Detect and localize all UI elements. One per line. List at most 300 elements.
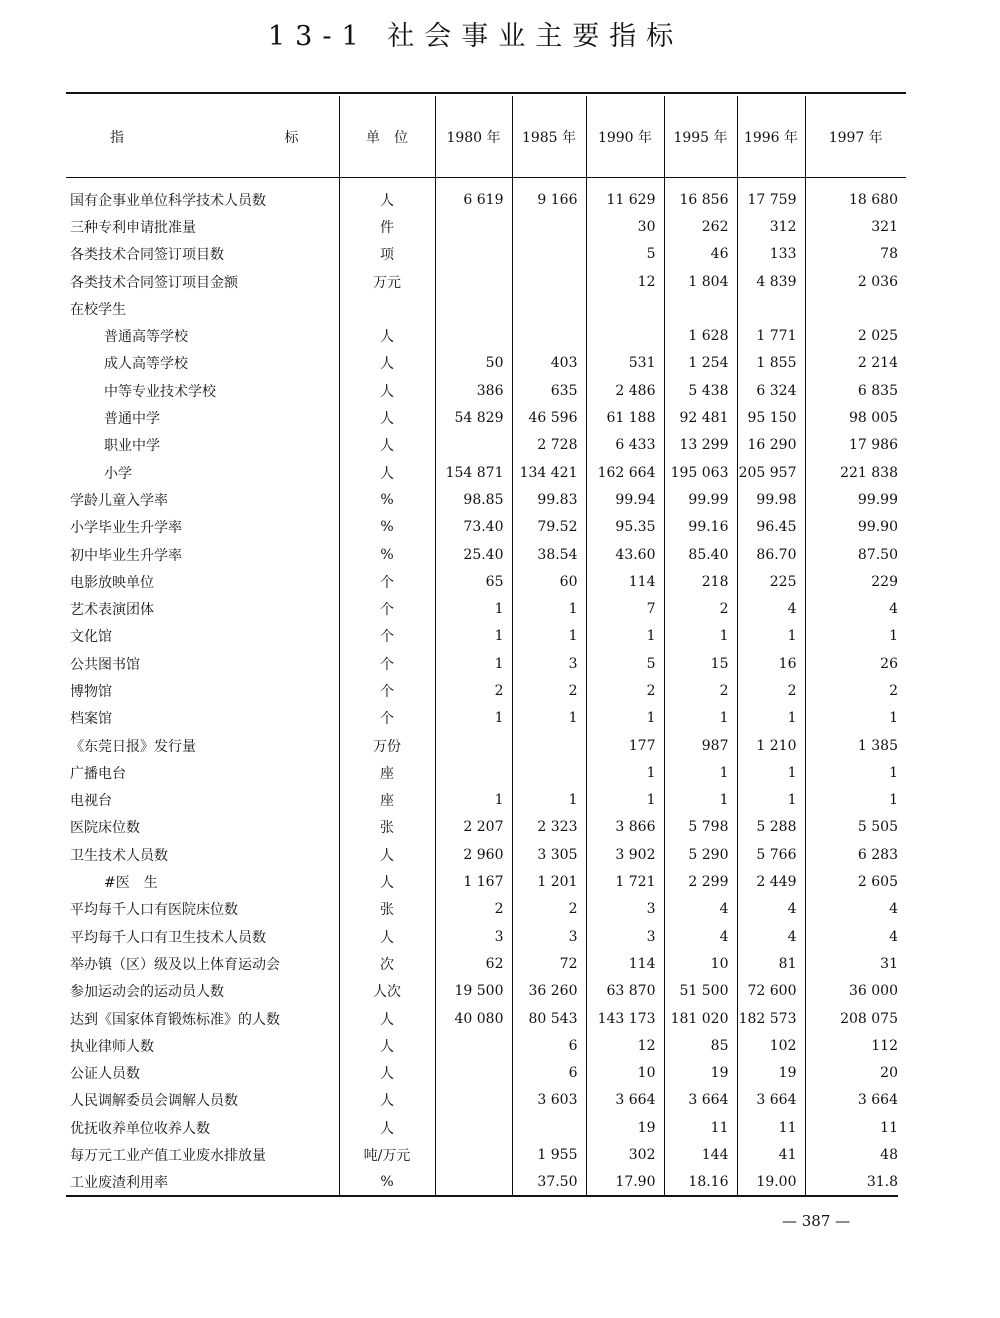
table-row	[66, 978, 906, 1005]
value-cell: 1	[805, 705, 906, 732]
table-row	[66, 568, 906, 595]
indicator-name: 工业废渣利用率	[70, 1175, 168, 1192]
unit-cell: 人	[339, 868, 435, 895]
table-row	[66, 677, 906, 704]
value-cell: 4	[805, 595, 906, 622]
value-cell	[435, 241, 512, 268]
value-cell: 3 664	[586, 1087, 664, 1114]
value-cell: 81	[737, 950, 805, 977]
value-cell: 1	[586, 759, 664, 786]
indicator-name: 各类技术合同签订项目数	[70, 247, 224, 264]
value-cell: 19	[664, 1060, 737, 1087]
indicator-name: 普通中学	[104, 411, 160, 428]
value-cell: 40 080	[435, 1005, 512, 1032]
indicator-name: 人民调解委员会调解人员数	[70, 1093, 238, 1110]
value-cell: 61 188	[586, 404, 664, 431]
unit-cell: 座	[339, 787, 435, 814]
value-cell	[435, 1169, 512, 1196]
table-row	[66, 541, 906, 568]
table-row	[66, 950, 906, 977]
table-row	[66, 1060, 906, 1087]
value-cell: 1	[512, 623, 586, 650]
value-cell	[435, 1114, 512, 1141]
header-year-1996: 1996 年	[737, 96, 805, 178]
value-cell: 13 299	[664, 432, 737, 459]
value-cell: 987	[664, 732, 737, 759]
value-cell: 16 290	[737, 432, 805, 459]
value-cell	[435, 322, 512, 349]
page-title: 13-1 社会事业主要指标	[268, 21, 684, 52]
indicators-table	[66, 96, 906, 1196]
value-cell: 102	[737, 1032, 805, 1059]
value-cell: 17 986	[805, 432, 906, 459]
value-cell: 41	[737, 1141, 805, 1168]
value-cell: 6 433	[586, 432, 664, 459]
value-cell: 18.16	[664, 1169, 737, 1196]
value-cell: 96.45	[737, 514, 805, 541]
value-cell: 182 573	[737, 1005, 805, 1032]
indicator-name: 优抚收养单位收养人数	[70, 1120, 210, 1137]
value-cell: 4	[737, 896, 805, 923]
indicator-name: 中等专业技术学校	[104, 383, 216, 400]
value-cell: 2 449	[737, 868, 805, 895]
value-cell: 3	[435, 923, 512, 950]
value-cell: 99.98	[737, 486, 805, 513]
value-cell: 1	[664, 759, 737, 786]
value-cell: 99.90	[805, 514, 906, 541]
value-cell: 3 664	[805, 1087, 906, 1114]
unit-cell: 人	[339, 1060, 435, 1087]
indicator-name: 公证人员数	[70, 1066, 140, 1083]
value-cell: 2 486	[586, 377, 664, 404]
value-cell: 5 290	[664, 841, 737, 868]
value-cell: 531	[586, 350, 664, 377]
value-cell: 3 664	[664, 1087, 737, 1114]
value-cell: 1	[512, 787, 586, 814]
value-cell: 95.35	[586, 514, 664, 541]
value-cell: 162 664	[586, 459, 664, 486]
value-cell	[435, 759, 512, 786]
value-cell	[512, 268, 586, 295]
value-cell: 19 500	[435, 978, 512, 1005]
value-cell: 144	[664, 1141, 737, 1168]
unit-cell: 人次	[339, 978, 435, 1005]
value-cell: 79.52	[512, 514, 586, 541]
value-cell: 10	[664, 950, 737, 977]
indicator-name: 档案馆	[70, 711, 112, 728]
value-cell: 386	[435, 377, 512, 404]
value-cell: 72 600	[737, 978, 805, 1005]
table-row	[66, 1114, 906, 1141]
table-row	[66, 1005, 906, 1032]
indicator-name: 公共图书馆	[70, 656, 140, 673]
table-row	[66, 623, 906, 650]
value-cell: 85	[664, 1032, 737, 1059]
value-cell: 143 173	[586, 1005, 664, 1032]
table-row	[66, 1141, 906, 1168]
value-cell: 16 856	[664, 178, 737, 213]
table-row	[66, 295, 906, 322]
unit-cell	[339, 295, 435, 322]
value-cell: 6	[512, 1032, 586, 1059]
value-cell: 15	[664, 650, 737, 677]
value-cell: 229	[805, 568, 906, 595]
value-cell: 5 505	[805, 814, 906, 841]
unit-cell: 个	[339, 650, 435, 677]
value-cell: 6 619	[435, 178, 512, 213]
value-cell: 2	[512, 677, 586, 704]
indicator-name: 小学毕业生升学率	[70, 520, 182, 537]
value-cell	[512, 732, 586, 759]
value-cell: 65	[435, 568, 512, 595]
indicator-name: 参加运动会的运动员人数	[70, 984, 224, 1001]
value-cell: 312	[737, 213, 805, 240]
table-body	[66, 178, 906, 1196]
value-cell: 5	[586, 650, 664, 677]
value-cell: 3 305	[512, 841, 586, 868]
value-cell: 3	[586, 896, 664, 923]
value-cell: 2 214	[805, 350, 906, 377]
table-row	[66, 1032, 906, 1059]
value-cell: 3	[586, 923, 664, 950]
value-cell: 1 167	[435, 868, 512, 895]
value-cell: 1	[805, 787, 906, 814]
value-cell: 1	[664, 623, 737, 650]
value-cell: 2 605	[805, 868, 906, 895]
value-cell: 16	[737, 650, 805, 677]
value-cell: 3 866	[586, 814, 664, 841]
value-cell: 20	[805, 1060, 906, 1087]
value-cell: 1	[805, 623, 906, 650]
unit-cell: 个	[339, 677, 435, 704]
value-cell: 195 063	[664, 459, 737, 486]
indicator-name: 电影放映单位	[70, 574, 154, 591]
indicator-name: 博物馆	[70, 683, 112, 700]
value-cell: 1 771	[737, 322, 805, 349]
value-cell: 18 680	[805, 178, 906, 213]
value-cell: 1 721	[586, 868, 664, 895]
value-cell: 1	[435, 595, 512, 622]
value-cell: 221 838	[805, 459, 906, 486]
indicator-name: 电视台	[70, 793, 112, 810]
value-cell: 134 421	[512, 459, 586, 486]
value-cell: 2	[664, 595, 737, 622]
value-cell	[435, 1032, 512, 1059]
value-cell: 6 324	[737, 377, 805, 404]
value-cell: 2 728	[512, 432, 586, 459]
value-cell: 3	[512, 650, 586, 677]
indicator-name: #医 生	[104, 875, 158, 892]
value-cell: 1	[737, 705, 805, 732]
value-cell: 36 260	[512, 978, 586, 1005]
value-cell: 4	[664, 923, 737, 950]
value-cell: 72	[512, 950, 586, 977]
value-cell: 1 201	[512, 868, 586, 895]
value-cell: 19	[586, 1114, 664, 1141]
value-cell: 95 150	[737, 404, 805, 431]
value-cell: 1	[586, 787, 664, 814]
value-cell: 205 957	[737, 459, 805, 486]
indicator-name: 医院床位数	[70, 820, 140, 837]
value-cell: 12	[586, 268, 664, 295]
table-row	[66, 841, 906, 868]
value-cell: 62	[435, 950, 512, 977]
value-cell: 12	[586, 1032, 664, 1059]
table-row	[66, 486, 906, 513]
value-cell: 2	[512, 896, 586, 923]
unit-cell: 人	[339, 1032, 435, 1059]
indicator-name: 艺术表演团体	[70, 602, 154, 619]
value-cell: 92 481	[664, 404, 737, 431]
value-cell: 2	[664, 677, 737, 704]
value-cell: 4	[805, 896, 906, 923]
value-cell: 1	[805, 759, 906, 786]
value-cell: 80 543	[512, 1005, 586, 1032]
value-cell: 181 020	[664, 1005, 737, 1032]
table-row	[66, 595, 906, 622]
unit-cell: %	[339, 514, 435, 541]
header-year-1985: 1985 年	[512, 96, 586, 178]
indicator-name: 普通高等学校	[104, 329, 188, 346]
value-cell: 3 603	[512, 1087, 586, 1114]
indicator-name: 文化馆	[70, 629, 112, 646]
indicator-name: 小学	[104, 465, 132, 482]
value-cell: 1	[512, 705, 586, 732]
unit-cell: 人	[339, 923, 435, 950]
value-cell: 48	[805, 1141, 906, 1168]
table-row	[66, 1087, 906, 1114]
value-cell: 51 500	[664, 978, 737, 1005]
value-cell: 1 804	[664, 268, 737, 295]
value-cell: 1	[737, 759, 805, 786]
indicator-name: 举办镇（区）级及以上体育运动会	[70, 956, 280, 973]
value-cell: 10	[586, 1060, 664, 1087]
value-cell: 2	[435, 896, 512, 923]
value-cell: 218	[664, 568, 737, 595]
table-row	[66, 814, 906, 841]
value-cell: 321	[805, 213, 906, 240]
value-cell: 86.70	[737, 541, 805, 568]
value-cell: 38.54	[512, 541, 586, 568]
value-cell: 36 000	[805, 978, 906, 1005]
value-cell: 1	[435, 650, 512, 677]
value-cell: 1 855	[737, 350, 805, 377]
value-cell: 1	[435, 705, 512, 732]
indicator-name: 初中毕业生升学率	[70, 547, 182, 564]
value-cell: 1	[664, 787, 737, 814]
unit-cell: 座	[339, 759, 435, 786]
unit-cell: 件	[339, 213, 435, 240]
value-cell: 5 766	[737, 841, 805, 868]
value-cell: 87.50	[805, 541, 906, 568]
value-cell: 19.00	[737, 1169, 805, 1196]
indicator-name: 每万元工业产值工业废水排放量	[70, 1148, 266, 1165]
indicator-name: 《东莞日报》发行量	[70, 738, 196, 755]
value-cell	[435, 732, 512, 759]
table-row	[66, 1169, 906, 1196]
value-cell: 2 025	[805, 322, 906, 349]
value-cell: 99.99	[805, 486, 906, 513]
value-cell: 4	[737, 923, 805, 950]
value-cell: 17.90	[586, 1169, 664, 1196]
unit-cell: 人	[339, 1005, 435, 1032]
value-cell: 1 628	[664, 322, 737, 349]
value-cell: 177	[586, 732, 664, 759]
unit-cell: 个	[339, 705, 435, 732]
value-cell: 635	[512, 377, 586, 404]
value-cell: 3	[512, 923, 586, 950]
unit-cell: 个	[339, 568, 435, 595]
table-row	[66, 213, 906, 240]
value-cell	[512, 295, 586, 322]
value-cell: 1	[737, 787, 805, 814]
value-cell: 73.40	[435, 514, 512, 541]
header-unit: 单 位	[339, 96, 435, 178]
unit-cell: 人	[339, 377, 435, 404]
unit-cell: 人	[339, 1114, 435, 1141]
value-cell: 99.99	[664, 486, 737, 513]
value-cell: 2	[737, 677, 805, 704]
header-year-1997: 1997 年	[805, 96, 906, 178]
value-cell	[435, 295, 512, 322]
unit-cell: 个	[339, 623, 435, 650]
header-year-1980: 1980 年	[435, 96, 512, 178]
indicator-name: 平均每千人口有医院床位数	[70, 902, 238, 919]
value-cell: 5 288	[737, 814, 805, 841]
value-cell: 225	[737, 568, 805, 595]
value-cell: 31	[805, 950, 906, 977]
value-cell: 19	[737, 1060, 805, 1087]
unit-cell: 项	[339, 241, 435, 268]
value-cell: 99.83	[512, 486, 586, 513]
value-cell: 1	[512, 595, 586, 622]
unit-cell: 张	[339, 896, 435, 923]
indicator-name: 学龄儿童入学率	[70, 492, 168, 509]
value-cell: 54 829	[435, 404, 512, 431]
value-cell: 1 385	[805, 732, 906, 759]
table-row	[66, 432, 906, 459]
value-cell: 2	[805, 677, 906, 704]
table-row	[66, 923, 906, 950]
value-cell: 78	[805, 241, 906, 268]
indicator-name: 执业律师人数	[70, 1038, 154, 1055]
value-cell: 6 835	[805, 377, 906, 404]
unit-cell: 人	[339, 322, 435, 349]
value-cell: 1	[737, 623, 805, 650]
value-cell: 1 210	[737, 732, 805, 759]
value-cell: 1	[586, 623, 664, 650]
value-cell: 11	[737, 1114, 805, 1141]
value-cell: 99.16	[664, 514, 737, 541]
table-row	[66, 759, 906, 786]
value-cell: 208 075	[805, 1005, 906, 1032]
value-cell	[737, 295, 805, 322]
indicator-name: 各类技术合同签订项目金额	[70, 274, 238, 291]
value-cell	[512, 1114, 586, 1141]
unit-cell: 人	[339, 350, 435, 377]
value-cell: 5 798	[664, 814, 737, 841]
value-cell: 11 629	[586, 178, 664, 213]
table-row	[66, 322, 906, 349]
indicator-name: 达到《国家体育锻炼标准》的人数	[70, 1011, 280, 1028]
unit-cell: 个	[339, 595, 435, 622]
value-cell: 7	[586, 595, 664, 622]
value-cell: 5	[586, 241, 664, 268]
value-cell: 2	[586, 677, 664, 704]
unit-cell: 人	[339, 841, 435, 868]
value-cell: 2 299	[664, 868, 737, 895]
value-cell	[435, 432, 512, 459]
unit-cell: 人	[339, 178, 435, 213]
unit-cell: 人	[339, 1087, 435, 1114]
value-cell	[664, 295, 737, 322]
unit-cell: 张	[339, 814, 435, 841]
value-cell: 133	[737, 241, 805, 268]
unit-cell: 人	[339, 404, 435, 431]
value-cell: 2 323	[512, 814, 586, 841]
value-cell: 99.94	[586, 486, 664, 513]
table-row	[66, 650, 906, 677]
value-cell: 63 870	[586, 978, 664, 1005]
value-cell: 43.60	[586, 541, 664, 568]
table-row	[66, 241, 906, 268]
value-cell: 5 438	[664, 377, 737, 404]
value-cell	[435, 1087, 512, 1114]
value-cell: 4	[737, 595, 805, 622]
value-cell: 17 759	[737, 178, 805, 213]
value-cell	[435, 268, 512, 295]
value-cell: 31.8	[805, 1169, 906, 1196]
table-row	[66, 787, 906, 814]
indicator-name: 成人高等学校	[104, 356, 188, 373]
value-cell: 112	[805, 1032, 906, 1059]
value-cell: 1	[435, 623, 512, 650]
header-year-1995: 1995 年	[664, 96, 737, 178]
unit-cell: 人	[339, 459, 435, 486]
value-cell: 2	[435, 677, 512, 704]
table-row	[66, 350, 906, 377]
unit-cell: 万元	[339, 268, 435, 295]
value-cell: 4	[805, 923, 906, 950]
indicator-name: 国有企事业单位科学技术人员数	[70, 192, 266, 209]
value-cell: 50	[435, 350, 512, 377]
value-cell: 114	[586, 950, 664, 977]
value-cell	[586, 295, 664, 322]
value-cell	[512, 322, 586, 349]
unit-cell: %	[339, 1169, 435, 1196]
value-cell	[435, 213, 512, 240]
table-row	[66, 868, 906, 895]
table-row	[66, 377, 906, 404]
value-cell: 98.85	[435, 486, 512, 513]
indicator-name: 广播电台	[70, 765, 126, 782]
indicator-name: 在校学生	[70, 301, 126, 318]
value-cell: 46 596	[512, 404, 586, 431]
table-row	[66, 732, 906, 759]
table-row	[66, 268, 906, 295]
unit-cell: 次	[339, 950, 435, 977]
table-row	[66, 459, 906, 486]
indicator-name: 三种专利申请批准量	[70, 219, 196, 236]
value-cell: 2 036	[805, 268, 906, 295]
value-cell: 85.40	[664, 541, 737, 568]
value-cell: 26	[805, 650, 906, 677]
value-cell	[512, 241, 586, 268]
value-cell: 3 902	[586, 841, 664, 868]
table-top-rule	[66, 92, 906, 94]
value-cell: 98 005	[805, 404, 906, 431]
value-cell: 46	[664, 241, 737, 268]
